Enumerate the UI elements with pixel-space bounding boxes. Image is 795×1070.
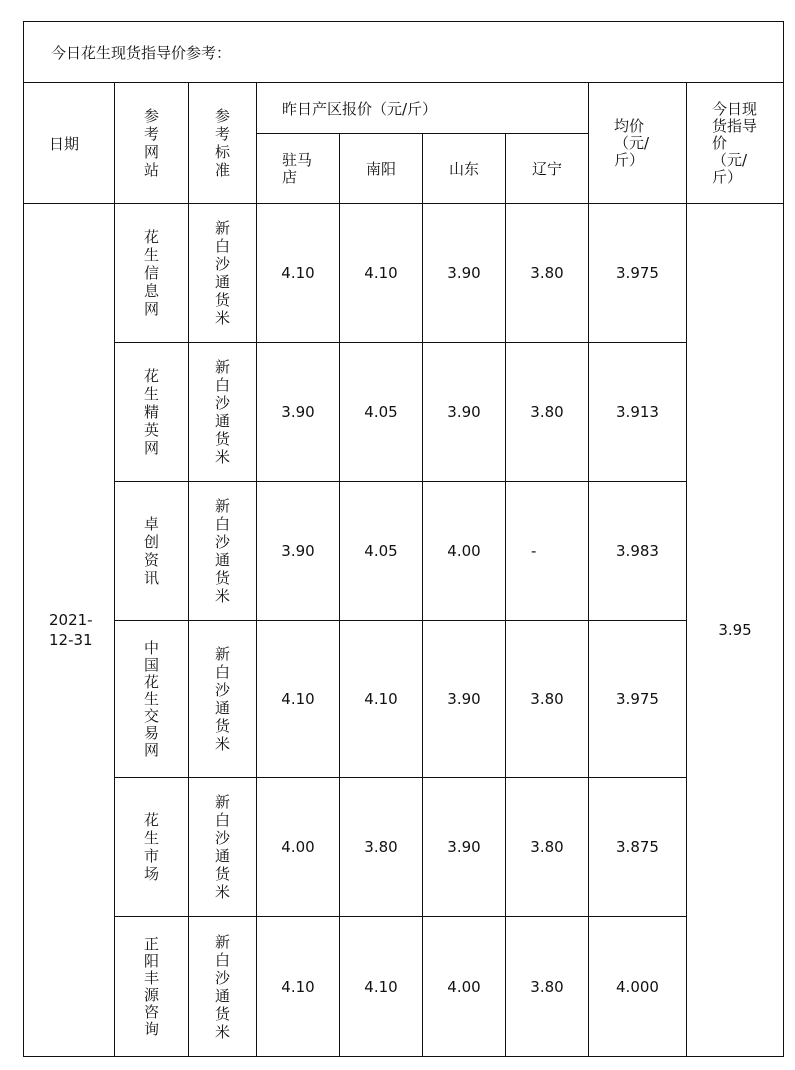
avg-cell: 4.000 [589, 917, 687, 1057]
header-region-nanyang: 南阳 [340, 134, 423, 204]
price-cell: 4.05 [340, 482, 423, 621]
site-cell: 花生信息网 [115, 204, 189, 343]
price-cell: 3.80 [506, 204, 589, 343]
price-reference-document [23, 21, 783, 1055]
header-region-group: 昨日产区报价（元/斤） [257, 83, 589, 134]
header-region-liaoning: 辽宁 [506, 134, 589, 204]
site-cell: 花生精英网 [115, 343, 189, 482]
standard-cell: 新白沙通货米 [189, 204, 257, 343]
site-cell: 卓创资讯 [115, 482, 189, 621]
price-cell: 4.00 [257, 778, 340, 917]
date-cell: 2021-12-31 [24, 204, 115, 1057]
avg-cell: 3.983 [589, 482, 687, 621]
price-cell: 4.10 [257, 917, 340, 1057]
table-title: 今日花生现货指导价参考： [24, 22, 784, 83]
avg-cell: 3.975 [589, 204, 687, 343]
price-cell: 3.80 [506, 917, 589, 1057]
avg-cell: 3.975 [589, 621, 687, 778]
header-row-1 [24, 83, 784, 134]
price-cell: 3.80 [340, 778, 423, 917]
price-cell: 3.90 [257, 343, 340, 482]
price-cell: 4.05 [340, 343, 423, 482]
header-date: 日期 [24, 83, 115, 204]
price-cell: 4.10 [257, 621, 340, 778]
price-cell: 3.90 [423, 343, 506, 482]
table-row [24, 917, 784, 1057]
standard-cell: 新白沙通货米 [189, 778, 257, 917]
price-cell: 4.10 [257, 204, 340, 343]
price-table [23, 21, 784, 1057]
site-cell: 正阳丰源咨询 [115, 917, 189, 1057]
standard-cell: 新白沙通货米 [189, 482, 257, 621]
table-row [24, 621, 784, 778]
header-site: 参考网站 [115, 83, 189, 204]
avg-cell: 3.875 [589, 778, 687, 917]
price-cell: 3.80 [506, 621, 589, 778]
header-region-zhumadian: 驻马店 [257, 134, 340, 204]
site-cell: 中国花生交易网 [115, 621, 189, 778]
header-ref: 今日现货指导价（元/斤） [687, 83, 784, 204]
price-cell: 4.10 [340, 204, 423, 343]
price-cell: 3.80 [506, 778, 589, 917]
table-row [24, 482, 784, 621]
standard-cell: 新白沙通货米 [189, 917, 257, 1057]
header-region-shandong: 山东 [423, 134, 506, 204]
ref-price-cell: 3.95 [687, 204, 784, 1057]
table-row [24, 204, 784, 343]
table-row [24, 778, 784, 917]
table-row [24, 343, 784, 482]
title-row [24, 22, 784, 83]
site-cell: 花生市场 [115, 778, 189, 917]
price-cell: - [506, 482, 589, 621]
avg-cell: 3.913 [589, 343, 687, 482]
price-cell: 4.00 [423, 917, 506, 1057]
standard-cell: 新白沙通货米 [189, 343, 257, 482]
header-standard: 参考标准 [189, 83, 257, 204]
price-cell: 3.90 [423, 621, 506, 778]
price-cell: 3.90 [423, 204, 506, 343]
price-cell: 3.80 [506, 343, 589, 482]
price-cell: 3.90 [257, 482, 340, 621]
price-cell: 3.90 [423, 778, 506, 917]
standard-cell: 新白沙通货米 [189, 621, 257, 778]
header-avg: 均价（元/斤） [589, 83, 687, 204]
price-cell: 4.10 [340, 621, 423, 778]
price-cell: 4.00 [423, 482, 506, 621]
price-cell: 4.10 [340, 917, 423, 1057]
